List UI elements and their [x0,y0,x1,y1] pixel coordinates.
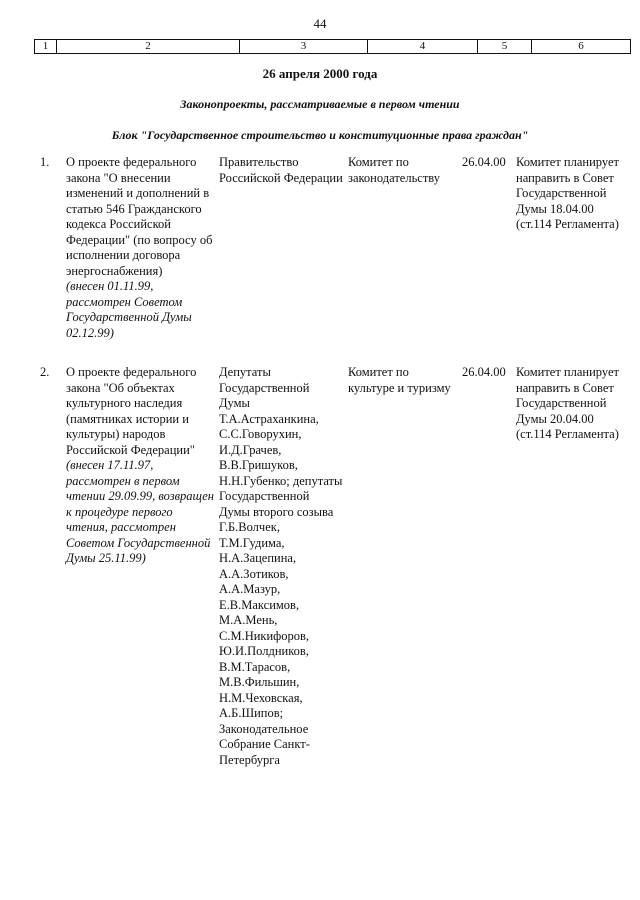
column-number-1: 1 [35,40,57,54]
item-committee: Комитет по культуре и туризму [348,365,451,395]
item-number: 2. [40,365,50,379]
column-number-5: 5 [478,40,532,54]
item-plan: Комитет планирует направить в Совет Государственной Думы 20.04.00 (ст.114 Регламента) [516,365,619,441]
item-date: 26.04.00 [462,155,506,169]
section-heading: Законопроекты, рассматриваемые в первом чтении [180,97,460,111]
page-number: 44 [313,16,327,31]
item-date: 26.04.00 [462,365,506,379]
item-author: Депутаты Государственной Думы Т.А.Астраханкина, С.С.Говорухин, И.Д.Грачев, В.В.Гришуков, Н.Н.Губенко; депутаты Государственной Думы второго созыва Г.Б.Волчек, Т.М.Гудима, Н.А.Зацепина, А.А.Зотиков, А.А.Мазур, Е.В.Максимов, М.А.Мень, С.М.Никифоров, Ю.И.Полдников, В.М.Тарасов, М.В.Фильшин, Н.М.Чеховская, А.Б.Шипов; Законодательное Собрание Санкт-Петербурга [219,365,343,767]
item-note: (внесен 01.11.99, рассмотрен Советом Государственной Думы 02.12.99) [66,279,192,340]
item-plan: Комитет планирует направить в Совет Государственной Думы 18.04.00 (ст.114 Регламента) [516,155,619,231]
column-number-3: 3 [240,40,368,54]
item-committee: Комитет по законодательству [348,155,441,185]
item-title-cell [66,155,214,341]
column-number-4: 4 [368,40,478,54]
item-author: Правительство Российской Федерации [219,155,343,185]
column-number-header [34,39,631,54]
date-heading: 26 апреля 2000 года [262,66,378,81]
item-number: 1. [40,155,50,169]
column-number-2: 2 [57,40,240,54]
item-title-cell [66,365,214,567]
block-heading: Блок "Государственное строительство и конституционные права граждан" [111,128,529,142]
item-note: (внесен 17.11.97, рассмотрен в первом чтении 29.09.99, возвращен к процедуре первого чтения, рассмотрен Советом Государственной Думы 25.11.99) [66,458,215,565]
item-title: О проекте федерального закона "О внесении изменений и дополнений в статью 546 Гражданского кодекса Российской Федерации" (по вопросу об исполнении договора энергоснабжения) [66,155,213,278]
item-title: О проекте федерального закона "Об объектах культурного наследия (памятниках истории и культуры) народов Российской Федерации" [66,365,197,457]
column-number-6: 6 [532,40,631,54]
